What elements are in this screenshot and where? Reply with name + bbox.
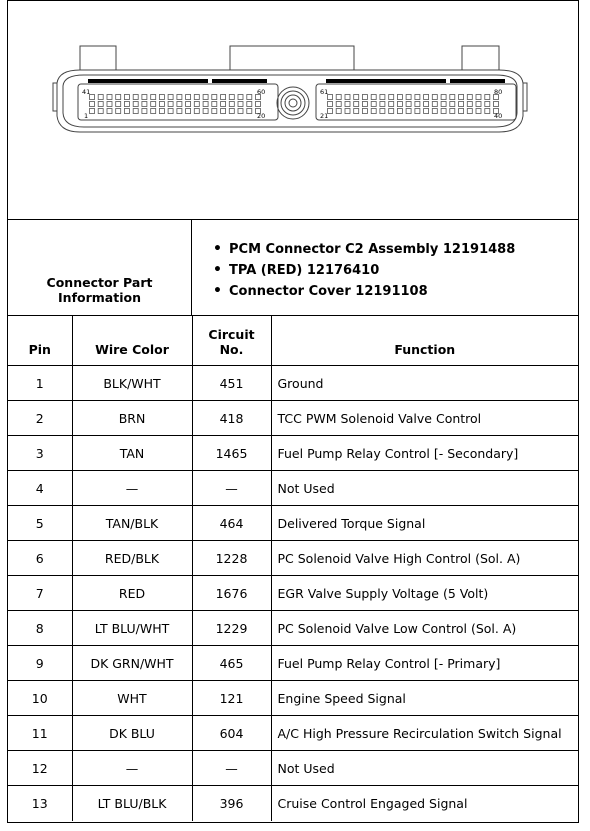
pin-cavity (177, 102, 182, 107)
pin-label-1: 1 (84, 112, 89, 120)
pin-cavity (485, 109, 490, 114)
circuit-cell: 396 (192, 786, 271, 821)
pin-cavity (424, 109, 429, 114)
wire-color-cell: DK BLU (72, 716, 192, 751)
pin-cavity (256, 102, 261, 107)
pin-cavity (389, 109, 394, 114)
circuit-cell: 1465 (192, 436, 271, 471)
pin-cavity (354, 102, 359, 107)
pin-cavity (432, 95, 437, 100)
pin-cavity (229, 102, 234, 107)
wire-color-cell: RED (72, 576, 192, 611)
pin-cavity (336, 109, 341, 114)
circuit-cell: — (192, 471, 271, 506)
pin-cavity (345, 109, 350, 114)
function-cell: A/C High Pressure Recirculation Switch Signal (271, 716, 578, 751)
header-circuit-no (192, 316, 271, 366)
circuit-cell: 604 (192, 716, 271, 751)
pin-cell: 13 (8, 786, 72, 821)
pin-cavity (432, 102, 437, 107)
table-row (8, 366, 578, 401)
pin-cavity (441, 109, 446, 114)
circuit-cell: 1229 (192, 611, 271, 646)
pin-cell: 10 (8, 681, 72, 716)
pin-label-80: 80 (494, 88, 503, 96)
pin-cell: 2 (8, 401, 72, 436)
table-row (8, 436, 578, 471)
pin-label-61: 61 (320, 88, 329, 96)
pin-cavity (380, 102, 385, 107)
pin-cavity (424, 95, 429, 100)
pin-cavity (177, 95, 182, 100)
pin-cavity (354, 109, 359, 114)
pin-cavity (229, 95, 234, 100)
pin-cavity (450, 95, 455, 100)
pin-cell: 8 (8, 611, 72, 646)
pin-cavity (194, 95, 199, 100)
function-cell: Fuel Pump Relay Control [- Primary] (271, 646, 578, 681)
pin-cavity (467, 109, 472, 114)
pin-cell: 12 (8, 751, 72, 786)
pin-cell: 6 (8, 541, 72, 576)
pin-label-60: 60 (257, 88, 266, 96)
circuit-cell: 1228 (192, 541, 271, 576)
connector-part-item: • TPA (RED) 12176410 (213, 260, 515, 281)
table-row (8, 576, 578, 611)
pin-cavity (107, 95, 112, 100)
pin-cavity (116, 109, 121, 114)
header-circuit-no-text: Circuit No. (208, 327, 255, 357)
pin-cavity (432, 109, 437, 114)
pin-cavity (459, 109, 464, 114)
pin-cavity (441, 95, 446, 100)
pin-cavity (476, 102, 481, 107)
pin-cavity (362, 102, 367, 107)
pin-cavity (116, 102, 121, 107)
pin-cavity (380, 109, 385, 114)
circuit-cell: 418 (192, 401, 271, 436)
pin-cavity (221, 109, 226, 114)
pin-cavity (467, 95, 472, 100)
function-cell: Not Used (271, 471, 578, 506)
table-row (8, 716, 578, 751)
pin-cavity (247, 109, 252, 114)
pin-cavity (494, 102, 499, 107)
pin-cavity (221, 102, 226, 107)
connector-diagram (8, 1, 578, 220)
pin-cavity (354, 95, 359, 100)
pin-cell: 11 (8, 716, 72, 751)
pin-cavity (459, 95, 464, 100)
pin-cavity (406, 109, 411, 114)
wire-color-cell: DK GRN/WHT (72, 646, 192, 681)
pin-cavity (116, 95, 121, 100)
table-row (8, 751, 578, 786)
wire-color-cell: WHT (72, 681, 192, 716)
pin-cavity (142, 109, 147, 114)
pin-cavity (229, 109, 234, 114)
pin-cavity (90, 109, 95, 114)
pin-cavity (90, 102, 95, 107)
pin-cavity (168, 102, 173, 107)
pin-cell: 4 (8, 471, 72, 506)
circuit-cell: 465 (192, 646, 271, 681)
pin-cavity (124, 95, 129, 100)
pin-cavity (212, 95, 217, 100)
wire-color-cell: BLK/WHT (72, 366, 192, 401)
pin-cavity (124, 102, 129, 107)
table-header-row (8, 316, 578, 366)
pin-cavity (98, 95, 103, 100)
pin-cavity (424, 102, 429, 107)
function-cell: EGR Valve Supply Voltage (5 Volt) (271, 576, 578, 611)
pin-cavity (238, 95, 243, 100)
circuit-cell: 1676 (192, 576, 271, 611)
pin-cavity (336, 95, 341, 100)
pin-cavity (371, 95, 376, 100)
pin-cavity (151, 95, 156, 100)
wire-color-cell: — (72, 751, 192, 786)
pin-cavity (345, 95, 350, 100)
pin-cell: 3 (8, 436, 72, 471)
pin-cavity (397, 102, 402, 107)
pin-cavity (459, 102, 464, 107)
pin-cavity (151, 109, 156, 114)
connector-part-item: • Connector Cover 12191108 (213, 281, 515, 302)
pin-cavity (415, 102, 420, 107)
circuit-cell: 121 (192, 681, 271, 716)
pin-cell: 5 (8, 506, 72, 541)
pin-cavity (107, 102, 112, 107)
pin-cavity (362, 95, 367, 100)
pin-cavity (476, 95, 481, 100)
table-row (8, 506, 578, 541)
pin-cavity (107, 109, 112, 114)
table-row (8, 646, 578, 681)
pin-cavity (406, 102, 411, 107)
wire-color-cell: BRN (72, 401, 192, 436)
pin-label-41: 41 (82, 88, 91, 96)
connector-part-list (213, 239, 515, 302)
pin-cavity (415, 109, 420, 114)
function-cell: TCC PWM Solenoid Valve Control (271, 401, 578, 436)
pin-cell: 1 (8, 366, 72, 401)
function-cell: Delivered Torque Signal (271, 506, 578, 541)
pin-cavity (406, 95, 411, 100)
function-cell: Cruise Control Engaged Signal (271, 786, 578, 821)
function-cell: PC Solenoid Valve High Control (Sol. A) (271, 541, 578, 576)
pin-cavity (450, 109, 455, 114)
function-cell: Fuel Pump Relay Control [- Secondary] (271, 436, 578, 471)
table-row (8, 471, 578, 506)
wire-color-cell: TAN/BLK (72, 506, 192, 541)
pin-cavity (441, 102, 446, 107)
pin-cavity (371, 109, 376, 114)
pin-cavity (450, 102, 455, 107)
table-row (8, 611, 578, 646)
wire-color-cell: TAN (72, 436, 192, 471)
pin-cavity (159, 102, 164, 107)
connector-sheet (7, 0, 579, 823)
header-function: Function (271, 316, 578, 366)
pin-cavity (476, 109, 481, 114)
pin-cavity (485, 102, 490, 107)
wire-color-cell: LT BLU/BLK (72, 786, 192, 821)
table-body (8, 366, 578, 821)
pin-cavity (415, 95, 420, 100)
pin-cavity (124, 109, 129, 114)
pin-cavity (238, 102, 243, 107)
table-row (8, 786, 578, 821)
wire-color-cell: — (72, 471, 192, 506)
function-cell: Ground (271, 366, 578, 401)
pin-cavity (203, 95, 208, 100)
function-cell: Not Used (271, 751, 578, 786)
wire-color-cell: LT BLU/WHT (72, 611, 192, 646)
connector-part-info-label: Connector Part Information (8, 219, 192, 315)
table-row (8, 401, 578, 436)
pin-cavity (186, 109, 191, 114)
pin-cavity (336, 102, 341, 107)
pin-cavity (328, 102, 333, 107)
pin-cavity (247, 95, 252, 100)
pin-cavity (380, 95, 385, 100)
pin-cavity (98, 102, 103, 107)
pin-cavity (362, 109, 367, 114)
pin-cavity (142, 95, 147, 100)
pin-cavity (194, 102, 199, 107)
pin-cavity (133, 95, 138, 100)
pin-cavity (221, 95, 226, 100)
pin-cavity (151, 102, 156, 107)
pin-label-21: 21 (320, 112, 329, 120)
header-wire-color: Wire Color (72, 316, 192, 366)
table-row (8, 541, 578, 576)
circuit-cell: — (192, 751, 271, 786)
pin-cavity (177, 109, 182, 114)
pin-cavity (203, 109, 208, 114)
pin-cavity (371, 102, 376, 107)
pin-cavity (133, 109, 138, 114)
pin-cavity (397, 109, 402, 114)
pin-cavity (186, 95, 191, 100)
pin-cavity (98, 109, 103, 114)
pin-cavity (186, 102, 191, 107)
pin-cavity (238, 109, 243, 114)
pin-cavity (247, 102, 252, 107)
pin-cavity (212, 109, 217, 114)
pin-cavity (397, 95, 402, 100)
pin-cavity (194, 109, 199, 114)
pin-cavity (467, 102, 472, 107)
pin-cavity (212, 102, 217, 107)
pinout-table (8, 315, 578, 821)
pin-cavity (168, 95, 173, 100)
pin-cavity (345, 102, 350, 107)
pin-cell: 9 (8, 646, 72, 681)
pin-cavity (389, 102, 394, 107)
pin-label-20: 20 (257, 112, 266, 120)
pin-cavity (133, 102, 138, 107)
function-cell: PC Solenoid Valve Low Control (Sol. A) (271, 611, 578, 646)
connector-drawing (8, 1, 578, 219)
connector-part-item: • PCM Connector C2 Assembly 12191488 (213, 239, 515, 260)
table-row (8, 681, 578, 716)
pin-cavity (485, 95, 490, 100)
wire-color-cell: RED/BLK (72, 541, 192, 576)
function-cell: Engine Speed Signal (271, 681, 578, 716)
pin-cavity (168, 109, 173, 114)
pin-cell: 7 (8, 576, 72, 611)
pin-label-40: 40 (494, 112, 503, 120)
connector-info-section (8, 219, 578, 316)
pin-cavity (142, 102, 147, 107)
header-pin: Pin (8, 316, 72, 366)
pin-cavity (203, 102, 208, 107)
pin-cavity (159, 95, 164, 100)
circuit-cell: 451 (192, 366, 271, 401)
pin-cavity (389, 95, 394, 100)
pin-cavity (159, 109, 164, 114)
circuit-cell: 464 (192, 506, 271, 541)
